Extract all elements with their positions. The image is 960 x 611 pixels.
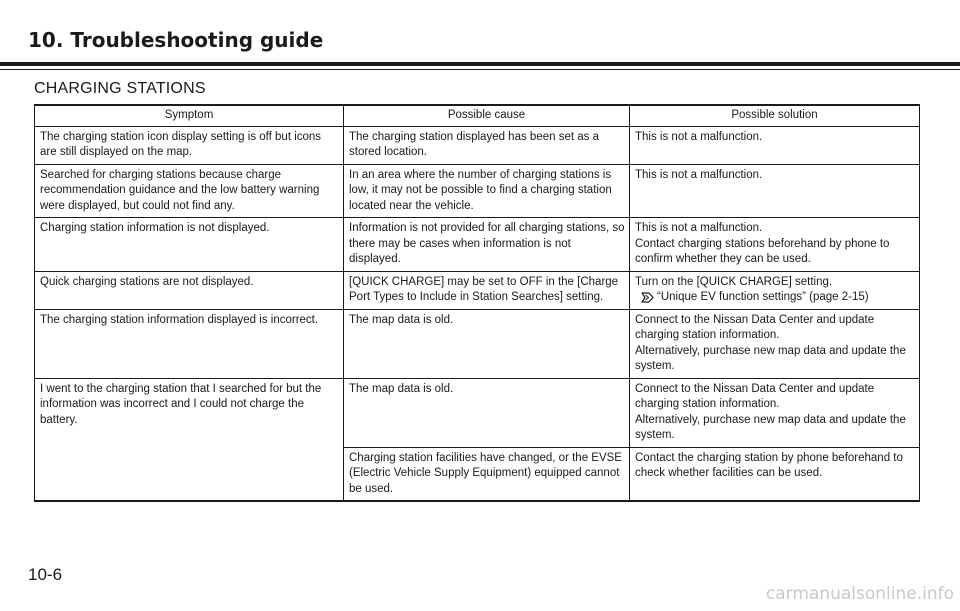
solution-line: Alternatively, purchase new map data and update the system. (635, 344, 906, 372)
symptom-cell: Quick charging stations are not displayed. (35, 271, 344, 309)
symptom-cell: I went to the charging station that I searched for but the information was incorrect and I could not charge the battery. (35, 378, 344, 501)
troubleshooting-table (34, 104, 920, 502)
symptom-cell: Charging station information is not displayed. (35, 218, 344, 272)
solution-cell (630, 309, 920, 378)
header-rule-thin (0, 69, 960, 70)
solution-line: This is not a malfunction. (635, 168, 763, 181)
table-row (35, 309, 920, 378)
symptom-cell: The charging station information displayed is incorrect. (35, 309, 344, 378)
section-title: CHARGING STATIONS (34, 80, 206, 97)
solution-cell (630, 447, 920, 501)
symptom-cell: The charging station icon display setting is off but icons are still displayed on the map. (35, 126, 344, 164)
header-rule-thick (0, 62, 960, 66)
solution-line: Contact the charging station by phone beforehand to check whether facilities can be used. (635, 451, 903, 479)
chapter-title: 10. Troubleshooting guide (28, 28, 324, 52)
page-reference-text: “Unique EV function settings” (page 2-15) (657, 291, 869, 303)
table-header-row (35, 105, 920, 126)
solution-line: Contact charging stations beforehand by phone to confirm whether they can be used. (635, 237, 890, 265)
cause-cell: The charging station displayed has been set as a stored location. (344, 126, 630, 164)
solution-line: Connect to the Nissan Data Center and update charging station information. (635, 313, 875, 341)
header-possible-cause: Possible cause (344, 105, 630, 126)
solution-line: Alternatively, purchase new map data and update the system. (635, 413, 906, 441)
page-reference[interactable] (635, 290, 915, 306)
header-possible-solution: Possible solution (630, 105, 920, 126)
cause-cell: Information is not provided for all charging stations, so there may be cases when information is not displayed. (344, 218, 630, 272)
cause-cell: The map data is old. (344, 378, 630, 447)
table-row (35, 164, 920, 218)
symptom-cell: Searched for charging stations because charge recommendation guidance and the low battery warning were displayed, but could not find any. (35, 164, 344, 218)
solution-cell (630, 126, 920, 164)
solution-line: Connect to the Nissan Data Center and update charging station information. (635, 382, 875, 410)
cause-cell: Charging station facilities have changed, or the EVSE (Electric Vehicle Supply Equipment) equipped cannot be used. (344, 447, 630, 501)
solution-cell (630, 164, 920, 218)
table-row (35, 271, 920, 309)
cause-cell: [QUICK CHARGE] may be set to OFF in the [Charge Port Types to Include in Station Searches] setting. (344, 271, 630, 309)
cause-cell: The map data is old. (344, 309, 630, 378)
reference-arrow-icon (641, 291, 655, 304)
solution-cell (630, 378, 920, 447)
watermark: carmanualsonline.info (765, 584, 954, 604)
solution-cell (630, 218, 920, 272)
cause-cell: In an area where the number of charging stations is low, it may not be possible to find a charging station located near the vehicle. (344, 164, 630, 218)
table-row (35, 218, 920, 272)
solution-line: This is not a malfunction. (635, 130, 763, 143)
solution-cell (630, 271, 920, 309)
table-row (35, 378, 920, 447)
table-row (35, 126, 920, 164)
solution-line: This is not a malfunction. (635, 222, 763, 234)
page-number: 10-6 (28, 565, 63, 584)
solution-line: Turn on the [QUICK CHARGE] setting. (635, 275, 833, 288)
header-symptom: Symptom (35, 105, 344, 126)
